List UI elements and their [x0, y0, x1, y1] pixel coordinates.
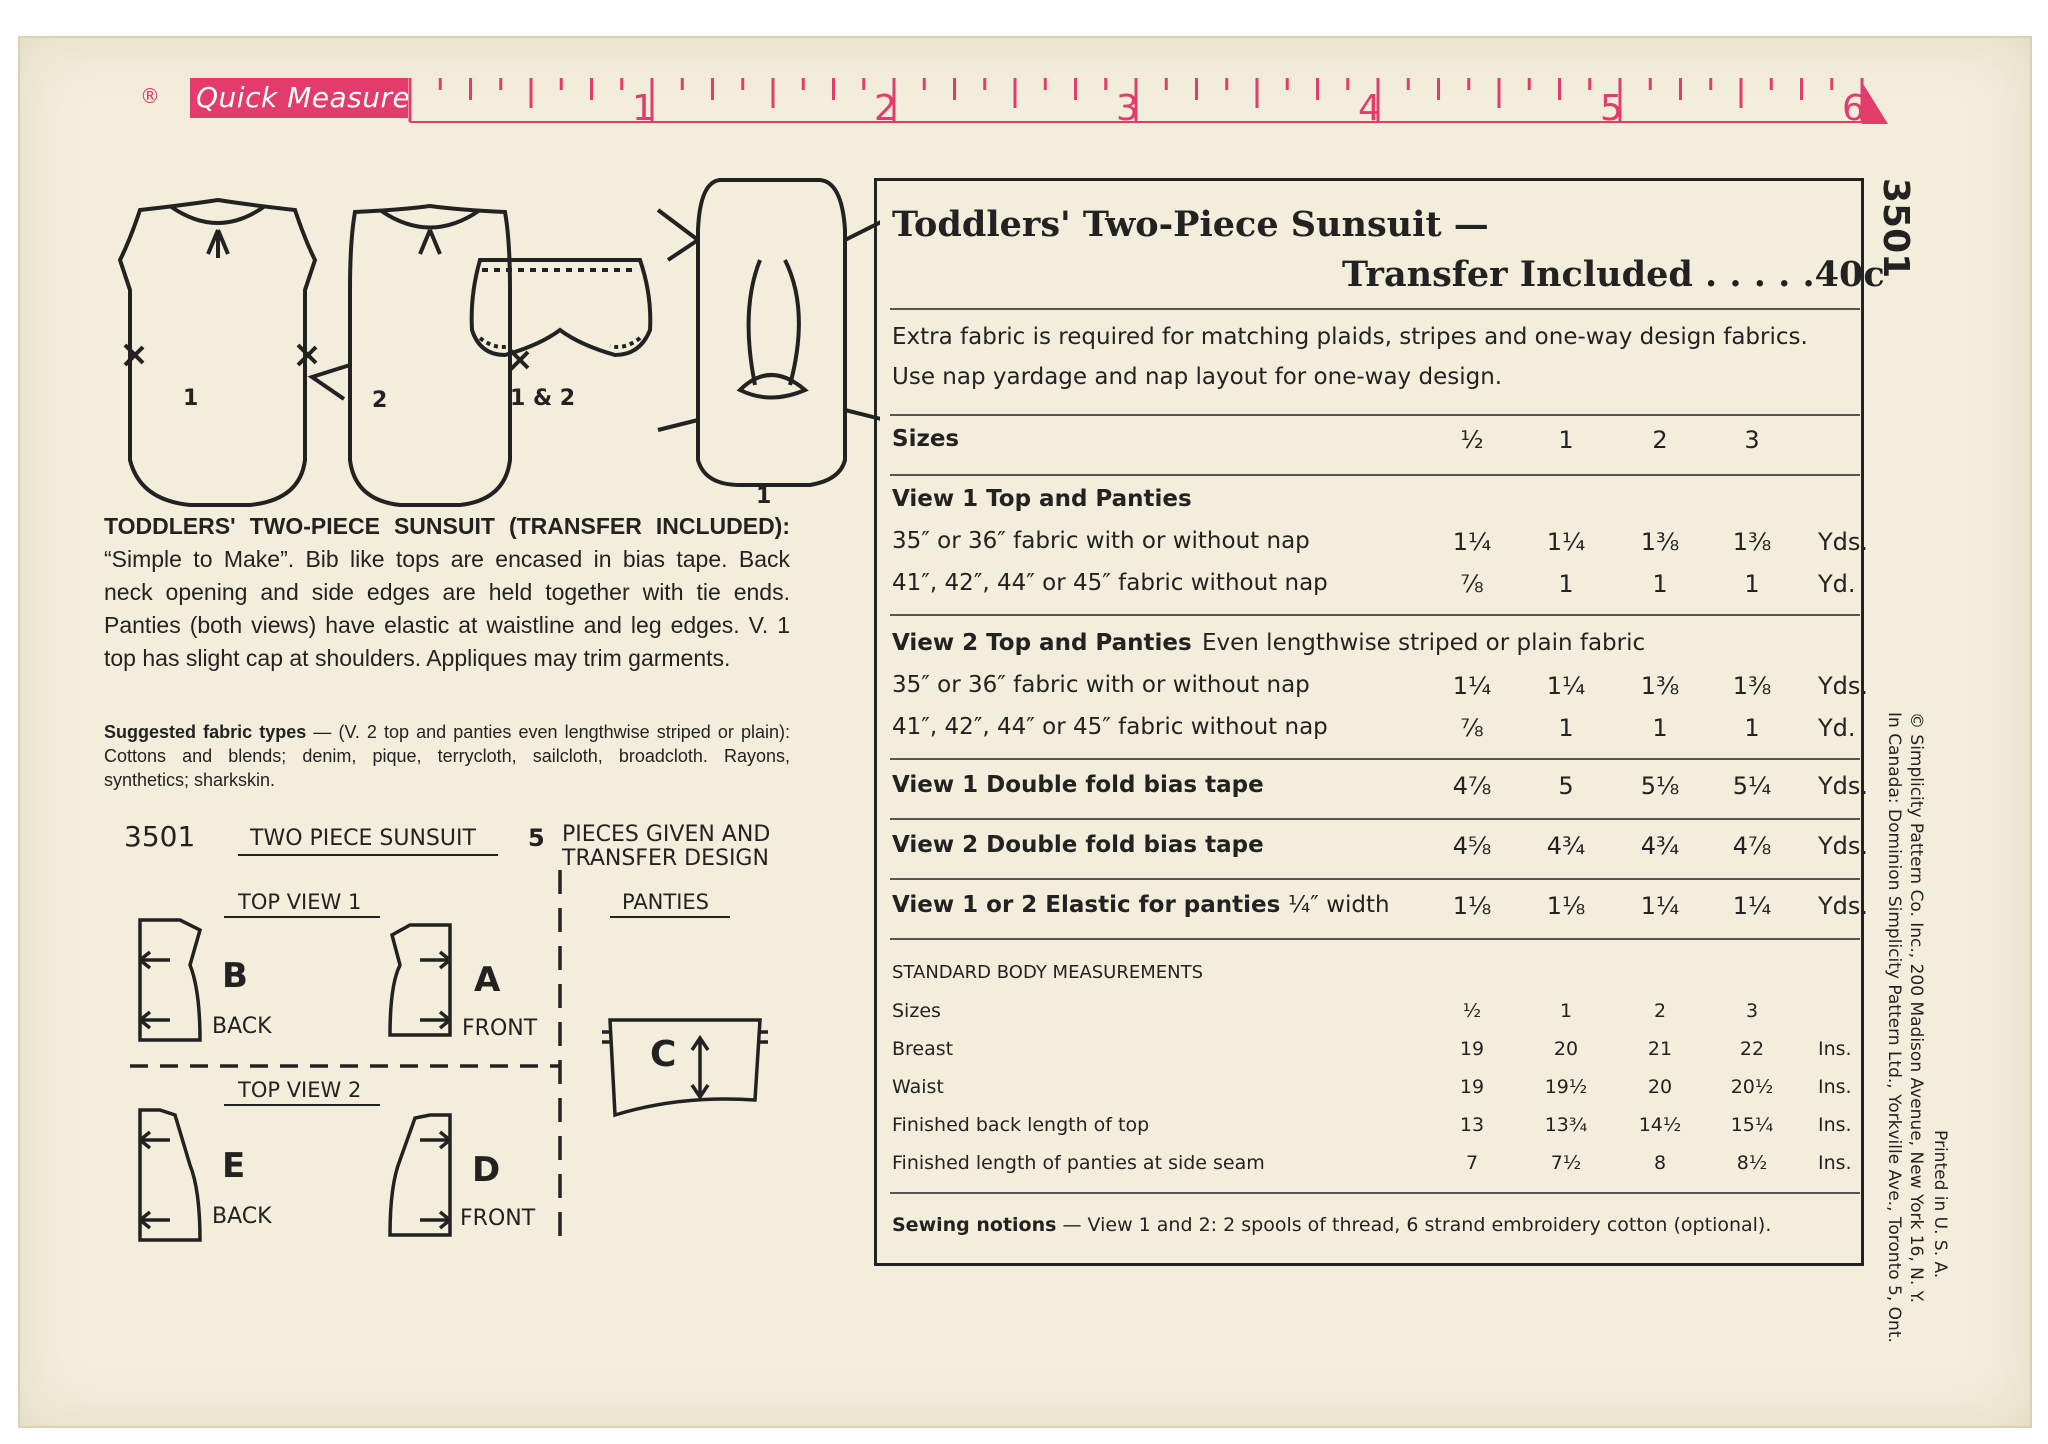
value-cell: 1⅜ [1732, 672, 1772, 700]
value-cell: 1¼ [1732, 892, 1772, 920]
notions-lead: Sewing notions [892, 1214, 1057, 1236]
pattern-description [104, 510, 790, 675]
quick-measure-ruler [0, 0, 2048, 140]
side-pattern-number: 3501 [1875, 178, 1916, 279]
unit-cell: Yd. [1818, 570, 1856, 598]
garment-illustrations [100, 170, 880, 510]
unit-cell: Yd. [1818, 714, 1856, 742]
value-cell: 3 [1745, 1000, 1759, 1022]
box-title-line1: Toddlers' Two-Piece Sunsuit — [892, 204, 1489, 245]
value-cell: 8 [1653, 1152, 1667, 1174]
unit-cell: Yds. [1818, 892, 1869, 920]
registered-mark: ® [140, 84, 160, 108]
table-rule [890, 614, 1860, 616]
value-cell: 5¼ [1732, 772, 1772, 800]
unit-cell: Yds. [1818, 772, 1869, 800]
description-lead: TODDLERS' TWO-PIECE SUNSUIT (TRANSFER INCLUDED): [104, 513, 790, 539]
value-cell: 5⅛ [1640, 772, 1680, 800]
value-cell: 1⅜ [1732, 528, 1772, 556]
ruler-inch-label: 1 [632, 88, 655, 129]
value-cell: 1¼ [1452, 672, 1492, 700]
panties-label: PANTIES [622, 890, 710, 914]
value-cell: 4¾ [1546, 832, 1586, 860]
row-label: 35″ or 36″ fabric with or without nap [892, 528, 1310, 554]
unit-cell: Yds. [1818, 528, 1869, 556]
piece-d-letter: D [472, 1150, 501, 1190]
table-rule [890, 818, 1860, 820]
value-cell: 7½ [1550, 1152, 1582, 1174]
row-label: 41″, 42″, 44″ or 45″ fabric without nap [892, 570, 1328, 596]
ruler-inch-label: 3 [1116, 88, 1139, 129]
measurement-label: Breast [892, 1038, 954, 1060]
top-view-1-label: TOP VIEW 1 [238, 890, 362, 914]
value-cell: 19½ [1544, 1076, 1588, 1098]
value-cell: 1 [1558, 714, 1574, 742]
value-cell: 1⅛ [1546, 892, 1586, 920]
printed-in-usa: Printed in U. S. A. [1930, 1130, 1950, 1279]
value-cell: 20 [1553, 1038, 1579, 1060]
unit-cell: Yds. [1818, 832, 1869, 860]
table-rule [890, 758, 1860, 760]
row-label: View 1 or 2 Elastic for panties [892, 892, 1281, 918]
pieces-chart-title: TWO PIECE SUNSUIT [250, 826, 476, 851]
value-cell: ⅞ [1460, 570, 1484, 598]
piece-a-label: FRONT [462, 1016, 538, 1041]
value-cell: 2 [1652, 426, 1668, 454]
value-cell: 1 [1652, 570, 1668, 598]
unit-cell: Ins. [1818, 1152, 1852, 1174]
row-label: View 2 Double fold bias tape [892, 832, 1264, 858]
fabric-note-line1: Extra fabric is required for matching plaids, stripes and one-way design fabrics. [892, 324, 1808, 350]
value-cell: 1 [1652, 714, 1668, 742]
piece-d-label: FRONT [460, 1206, 536, 1231]
value-cell: 1 [1559, 1000, 1573, 1022]
quick-measure-label: Quick Measure [196, 81, 411, 114]
value-cell: 15¼ [1730, 1114, 1774, 1136]
measurement-label: Finished back length of top [892, 1114, 1150, 1136]
row-label: View 1 Double fold bias tape [892, 772, 1264, 798]
suggested-fabric-types [104, 720, 790, 792]
ruler-inch-label: 5 [1600, 88, 1623, 129]
value-cell: 4⅞ [1732, 832, 1772, 860]
ruler-inch-label: 2 [874, 88, 897, 129]
fabric-types-body: — (V. 2 top and panties even lengthwise striped or plain): Cottons and blends; denim, pique, terrycloth, sailcloth, broadcloth. Rayons, synthetics; sharkskin. [104, 722, 790, 790]
rule-under-title [890, 308, 1860, 310]
piece-e-letter: E [222, 1146, 246, 1186]
illustration-label-1-tall: 1 [756, 484, 772, 509]
value-cell: 19 [1459, 1076, 1485, 1098]
value-cell: 8½ [1736, 1152, 1768, 1174]
row-label: 35″ or 36″ fabric with or without nap [892, 672, 1310, 698]
value-cell: 1⅛ [1452, 892, 1492, 920]
value-cell: ½ [1462, 1000, 1482, 1022]
measurements-heading: STANDARD BODY MEASUREMENTS [892, 962, 1204, 983]
value-cell: 1 [1744, 570, 1760, 598]
row-label: 41″, 42″, 44″ or 45″ fabric without nap [892, 714, 1328, 740]
top-view-2-label: TOP VIEW 2 [238, 1078, 362, 1102]
measurement-label: Sizes [892, 1000, 941, 1022]
measurement-label: Waist [892, 1076, 944, 1098]
box-title-line2: Transfer Included . . . . .40c [1342, 254, 1885, 295]
ruler-end-triangle [1862, 82, 1888, 124]
section-heading: View 2 Top and Panties [892, 630, 1192, 656]
copyright-line1: © Simplicity Pattern Co. Inc., 200 Madison Avenue, New York 16, N. Y. [1906, 712, 1926, 1304]
ruler-inch-label: 4 [1358, 88, 1381, 129]
fabric-types-lead: Suggested fabric types [104, 722, 307, 742]
value-cell: 13 [1459, 1114, 1485, 1136]
value-cell: 7 [1465, 1152, 1479, 1174]
rule-above-sizes [890, 414, 1860, 416]
sewing-notions [892, 1214, 1771, 1236]
value-cell: 1¼ [1546, 672, 1586, 700]
piece-b-label: BACK [212, 1014, 272, 1039]
table-rule [890, 938, 1860, 940]
pieces-count: 5 [528, 824, 545, 852]
illustration-label-2: 2 [372, 388, 388, 413]
pieces-title-underline [238, 854, 498, 856]
illustration-label-1-and-2: 1 & 2 [510, 386, 576, 411]
piece-a-letter: A [474, 960, 501, 1000]
value-cell: 5 [1558, 772, 1574, 800]
ruler-inch-label: 6 [1842, 88, 1865, 129]
unit-cell: Ins. [1818, 1114, 1852, 1136]
section-heading-note: Even lengthwise striped or plain fabric [1202, 630, 1646, 656]
section-heading: View 1 Top and Panties [892, 486, 1192, 512]
value-cell: 21 [1647, 1038, 1673, 1060]
value-cell: 1¼ [1640, 892, 1680, 920]
pieces-pattern-number: 3501 [124, 820, 196, 853]
value-cell: ⅞ [1460, 714, 1484, 742]
value-cell: 1⅜ [1640, 672, 1680, 700]
table-rule [890, 878, 1860, 880]
sizes-header: Sizes [892, 426, 960, 452]
table-rule [890, 1192, 1860, 1194]
value-cell: 1 [1744, 714, 1760, 742]
piece-b-letter: B [222, 956, 248, 996]
value-cell: 1⅜ [1640, 528, 1680, 556]
piece-c-letter: C [650, 1034, 677, 1075]
illustration-label-1: 1 [183, 386, 199, 411]
value-cell: 1¼ [1546, 528, 1586, 556]
value-cell: 4⅝ [1452, 832, 1492, 860]
piece-e-label: BACK [212, 1204, 272, 1229]
pieces-given-line2: TRANSFER DESIGN [562, 846, 769, 871]
value-cell: 19 [1459, 1038, 1485, 1060]
pieces-given-line1: PIECES GIVEN AND [562, 822, 771, 847]
elastic-width: ¼″ width [1288, 892, 1390, 918]
copyright-line2: In Canada: Dominion Simplicity Pattern Ltd., Yorkville Ave., Toronto 5, Ont. [1884, 712, 1904, 1343]
value-cell: 4¾ [1640, 832, 1680, 860]
value-cell: 4⅞ [1452, 772, 1492, 800]
description-body: “Simple to Make”. Bib like tops are encased in bias tape. Back neck opening and side edges are held together with tie ends. Panties (both views) have elastic at waistline and leg edges. V. 1 top has slight cap at shoulders. Appliques may trim garments. [104, 546, 790, 671]
value-cell: 22 [1739, 1038, 1765, 1060]
value-cell: 13¾ [1544, 1114, 1588, 1136]
notions-body: — View 1 and 2: 2 spools of thread, 6 strand embroidery cotton (optional). [1056, 1214, 1772, 1236]
unit-cell: Ins. [1818, 1076, 1852, 1098]
value-cell: 20½ [1730, 1076, 1774, 1098]
table-rule [890, 474, 1860, 476]
value-cell: 1 [1558, 426, 1574, 454]
value-cell: 3 [1744, 426, 1760, 454]
unit-cell: Yds. [1818, 672, 1869, 700]
value-cell: 2 [1653, 1000, 1667, 1022]
value-cell: ½ [1460, 426, 1484, 454]
fabric-note-line2: Use nap yardage and nap layout for one-way design. [892, 364, 1503, 390]
measurement-label: Finished length of panties at side seam [892, 1152, 1265, 1174]
value-cell: 20 [1647, 1076, 1673, 1098]
value-cell: 14½ [1638, 1114, 1682, 1136]
value-cell: 1¼ [1452, 528, 1492, 556]
value-cell: 1 [1558, 570, 1574, 598]
unit-cell: Ins. [1818, 1038, 1852, 1060]
